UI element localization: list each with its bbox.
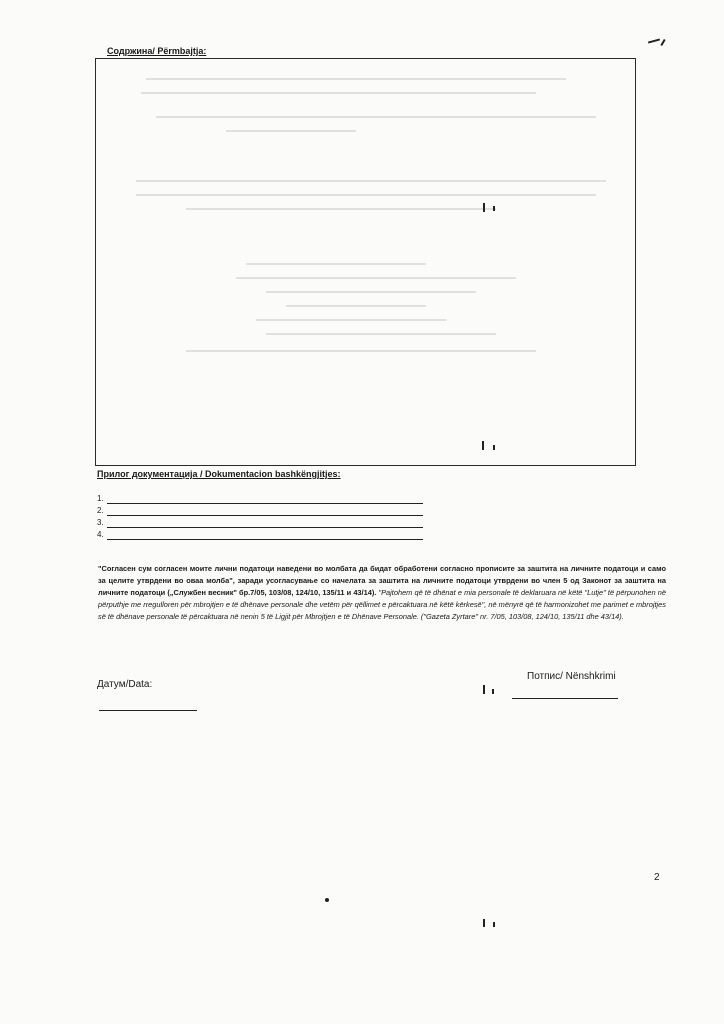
consent-text-mk: "Согласен сум согласен моите лични податоци наведени во молбата да бидат обработени согласно прописите за заштита на личните податоци и само за целите утврдени во оваа молба", заради усогласување со начелата за заштита на личните податоци утврдени во член 5 од Законот за заштита на личните податоци („Службен весник" бр.7/05, 103/08, 124/10, 135/11 и 43/14). (98, 564, 666, 597)
scan-speck (493, 922, 495, 927)
attachment-number: 2. (97, 506, 104, 515)
scan-speck (493, 445, 495, 450)
date-label: Датум/Data: (97, 679, 153, 690)
scan-speck (648, 38, 660, 43)
attachment-number: 1. (97, 494, 104, 503)
consent-text-sq: "Pajtohem që të dhënat e mia personale të deklaruara në këtë "Lutje" të përpunohen në përputhje me rregulloren për mbrojtjen e të dhënave personale dhe vetëm për qëllimet e përcaktuara në këtë kërkesë", në mënyrë që të harmonizohet me parimet e mbrojtjes së të dhënave personale të përcaktuara në nenin 5 të Ligjit për Mbrojtjen e të Dhënave Personale. ("Gazeta Zyrtare" nr. 7/05, 103/08, 124/10, 135/11 dhe 43/14). (98, 588, 667, 621)
scan-speck (483, 203, 485, 212)
scan-speck (492, 689, 494, 694)
attachments-label: Прилог документација / Dokumentacion bashkëngjitjes: (97, 469, 341, 479)
scan-speck (325, 898, 329, 902)
attachment-line (107, 503, 423, 504)
scan-speck (483, 685, 485, 694)
attachment-line (107, 515, 423, 516)
scan-speck (482, 441, 484, 450)
faded-text-marks (96, 59, 635, 465)
page-number: 2 (654, 872, 660, 883)
content-box[interactable] (95, 58, 636, 466)
consent-paragraph (98, 563, 666, 623)
signature-line[interactable] (512, 698, 618, 699)
attachment-number: 4. (97, 530, 104, 539)
attachment-row[interactable] (97, 518, 427, 530)
date-line[interactable] (99, 710, 197, 711)
signature-label: Потпис/ Nënshkrimi (527, 671, 616, 682)
scan-speck (660, 39, 665, 46)
content-label: Содржина/ Përmbajtja: (107, 46, 207, 56)
attachment-row[interactable] (97, 506, 427, 518)
attachment-number: 3. (97, 518, 104, 527)
attachment-line (107, 539, 423, 540)
scan-speck (493, 206, 495, 211)
scan-speck (483, 919, 485, 927)
attachment-line (107, 527, 423, 528)
attachment-row[interactable] (97, 530, 427, 542)
attachment-row[interactable] (97, 494, 427, 506)
